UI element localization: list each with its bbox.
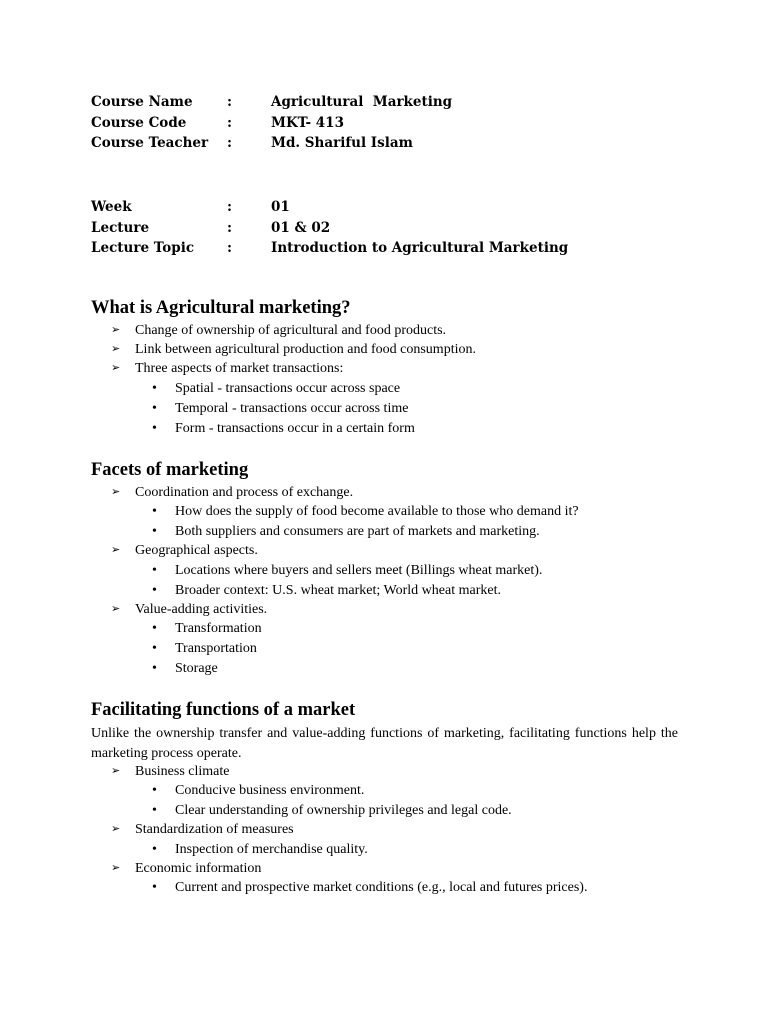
course-info-block xyxy=(91,92,452,154)
info-value: Introduction to Agricultural Marketing xyxy=(271,240,569,257)
lecture-info-block xyxy=(91,197,568,259)
info-value: Agricultural Marketing xyxy=(271,94,453,110)
section-heading-agricultural-marketing: What is Agricultural marketing? xyxy=(91,298,351,318)
section-heading-facilitating-functions: Facilitating functions of a market xyxy=(91,700,356,720)
sub-list-item: Conducive business environment. xyxy=(175,783,365,798)
info-key: Course Name xyxy=(91,94,193,110)
arrow-bullet-icon: ➢ xyxy=(111,343,121,355)
info-row-week xyxy=(91,197,568,218)
sub-list-item: Form - transactions occur in a certain form xyxy=(175,421,415,436)
intro-paragraph: Unlike the ownership transfer and value-adding functions of marketing, facilitating functions help the marketing process operate. xyxy=(91,726,678,761)
arrow-bullet-icon: ➢ xyxy=(111,603,121,615)
info-key: Lecture xyxy=(91,219,150,236)
dot-bullet-icon: • xyxy=(152,504,157,519)
sub-list-item: Current and prospective market conditions (e.g., local and futures prices). xyxy=(175,880,588,895)
sub-list-item: Both suppliers and consumers are part of markets and marketing. xyxy=(175,524,540,539)
sub-list-item: Transportation xyxy=(175,641,257,656)
sub-list-item: Clear understanding of ownership privileges and legal code. xyxy=(175,803,512,818)
info-row-course-code xyxy=(91,113,452,134)
dot-bullet-icon: • xyxy=(152,783,157,798)
arrow-bullet-icon: ➢ xyxy=(111,765,121,777)
list-item: Link between agricultural production and food consumption. xyxy=(135,342,476,357)
info-colon: : xyxy=(227,219,232,236)
sub-list-item: Spatial - transactions occur across space xyxy=(175,381,401,396)
info-value: MKT- 413 xyxy=(271,114,344,131)
sub-list-item: Inspection of merchandise quality. xyxy=(175,842,368,857)
arrow-bullet-icon: ➢ xyxy=(111,823,121,835)
list-item: Three aspects of market transactions: xyxy=(135,361,344,376)
list-item: Business climate xyxy=(135,764,230,779)
arrow-bullet-icon: ➢ xyxy=(111,324,121,336)
list-item: Geographical aspects. xyxy=(135,543,258,558)
info-colon: : xyxy=(227,114,232,131)
dot-bullet-icon: • xyxy=(152,524,157,539)
arrow-bullet-icon: ➢ xyxy=(111,544,121,556)
info-key: Lecture Topic xyxy=(91,240,195,257)
arrow-bullet-icon: ➢ xyxy=(111,362,121,374)
list-item: Coordination and process of exchange. xyxy=(135,485,354,500)
info-row-lecture xyxy=(91,218,568,239)
dot-bullet-icon: • xyxy=(152,661,157,676)
list-item: Change of ownership of agricultural and food products. xyxy=(135,323,447,338)
dot-bullet-icon: • xyxy=(152,641,157,656)
list-item: Economic information xyxy=(135,861,262,876)
dot-bullet-icon: • xyxy=(152,421,157,436)
dot-bullet-icon: • xyxy=(152,880,157,895)
dot-bullet-icon: • xyxy=(152,803,157,818)
info-value: 01 & 02 xyxy=(271,219,331,236)
arrow-bullet-icon: ➢ xyxy=(111,486,121,498)
info-colon: : xyxy=(227,135,232,152)
list-item: Value-adding activities. xyxy=(135,602,268,617)
info-row-lecture-topic xyxy=(91,238,568,259)
list-item: Standardization of measures xyxy=(135,822,294,837)
section-heading-facets-of-marketing: Facets of marketing xyxy=(91,460,249,480)
info-key: Course Code xyxy=(91,114,187,131)
dot-bullet-icon: • xyxy=(152,563,157,578)
info-key: Course Teacher xyxy=(91,135,209,152)
dot-bullet-icon: • xyxy=(152,621,157,636)
dot-bullet-icon: • xyxy=(152,842,157,857)
info-colon: : xyxy=(227,94,232,110)
sub-list-item: Locations where buyers and sellers meet (Billings wheat market). xyxy=(175,563,543,578)
info-row-course-name xyxy=(91,92,452,113)
info-value: Md. Shariful Islam xyxy=(271,135,413,152)
arrow-bullet-icon: ➢ xyxy=(111,862,121,874)
dot-bullet-icon: • xyxy=(152,381,157,396)
dot-bullet-icon: • xyxy=(152,401,157,416)
info-key: Week xyxy=(91,199,132,215)
sub-list-item: Broader context: U.S. wheat market; World wheat market. xyxy=(175,583,501,598)
info-row-course-teacher xyxy=(91,133,452,154)
info-value: 01 xyxy=(271,199,290,215)
sub-list-item: Temporal - transactions occur across time xyxy=(175,401,409,416)
info-colon: : xyxy=(227,199,232,215)
sub-list-item: Storage xyxy=(175,661,218,676)
sub-list-item: How does the supply of food become available to those who demand it? xyxy=(175,504,579,519)
dot-bullet-icon: • xyxy=(152,583,157,598)
info-colon: : xyxy=(227,240,232,257)
sub-list-item: Transformation xyxy=(175,621,262,636)
